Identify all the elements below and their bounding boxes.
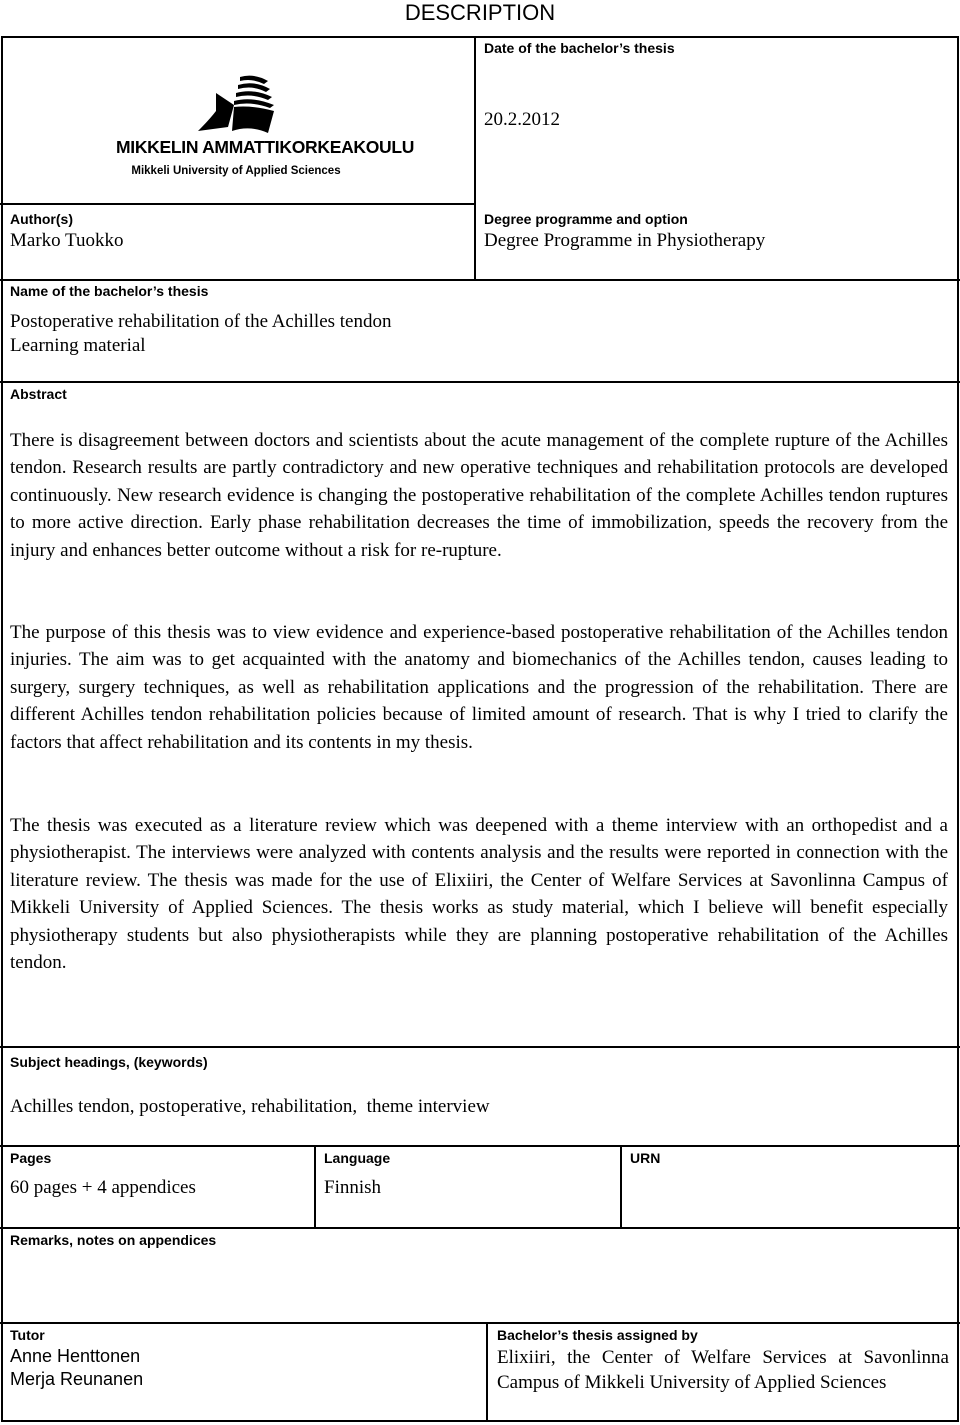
- divider: [0, 1227, 960, 1229]
- author-value: Marko Tuokko: [10, 230, 124, 251]
- keywords-value: Achilles tendon, postoperative, rehabilitation, theme interview: [10, 1096, 490, 1117]
- assigned-by-value: Elixiiri, the Center of Welfare Services at Savonlinna Campus of Mikkeli University of Applied Sciences: [497, 1347, 949, 1393]
- thesis-name-label: Name of the bachelor’s thesis: [10, 283, 209, 299]
- divider: [486, 1322, 488, 1422]
- divider: [314, 1145, 316, 1228]
- keywords-label: Subject headings, (keywords): [10, 1054, 208, 1070]
- divider: [0, 279, 960, 281]
- logo-emblem-icon: [194, 75, 276, 135]
- abstract-label: Abstract: [10, 386, 67, 402]
- divider: [0, 1322, 960, 1324]
- divider: [474, 36, 476, 280]
- assigned-by-label: Bachelor’s thesis assigned by: [497, 1327, 698, 1343]
- divider: [620, 1145, 622, 1228]
- remarks-label: Remarks, notes on appendices: [10, 1232, 217, 1248]
- author-label: Author(s): [10, 211, 73, 227]
- thesis-name-line2: Learning material: [10, 335, 146, 356]
- language-value: Finnish: [324, 1177, 382, 1198]
- urn-label: URN: [630, 1150, 661, 1166]
- language-label: Language: [324, 1150, 391, 1166]
- thesis-name-line1: Postoperative rehabilitation of the Achilles tendon: [10, 311, 392, 332]
- tutor-name: Merja Reunanen: [10, 1369, 144, 1389]
- abstract-paragraph-3: The thesis was executed as a literature review which was deepened with a theme interview with an orthopedist and a physiotherapist. The interviews were analyzed with contents analysis and the results were reported in connection with the literature review. The thesis was made for the use of Elixiiri, the Center of Welfare Services at Savonlinna Campus of Mikkeli University of Applied Sciences. The thesis works as study material, which I believe will benefit especially physiotherapy students but also physiotherapists while they are planning postoperative rehabilitation of the Achilles tendon.: [10, 815, 948, 974]
- tutor-name: Anne Henttonen: [10, 1346, 141, 1366]
- divider: [0, 203, 475, 205]
- abstract-paragraph-1: There is disagreement between doctors and scientists about the acute management of the complete rupture of the Achilles tendon. Research results are partly contradictory and new operative techniques and rehabilitation protocols are developed continuously. New research evidence is changing the postoperative rehabilitation of the complete Achilles tendon ruptures to more active direction. Early phase rehabilitation decreases the time of immobilization, speeds the recovery from the injury and enhances better outcome without a risk for re-rupture.: [10, 430, 948, 561]
- page-title: DESCRIPTION: [404, 0, 556, 25]
- divider: [0, 1145, 960, 1147]
- logo-name: MIKKELIN AMMATTIKORKEAKOULU: [116, 137, 415, 157]
- degree-label: Degree programme and option: [484, 211, 688, 227]
- degree-value: Degree Programme in Physiotherapy: [484, 230, 766, 251]
- university-logo: [116, 75, 415, 185]
- divider: [0, 1046, 960, 1048]
- abstract-paragraph-2: The purpose of this thesis was to view evidence and experience-based postoperative rehabilitation of the Achilles tendon injuries. The aim was to get acquainted with the anatomy and biomechanics of the Achilles tendon, causes leading to surgery, surgery techniques, as well as rehabilitation applications and the progression of the rehabilitation. There are different Achilles tendon rehabilitation policies because of limited amount of research. That is why I tried to clarify the factors that affect rehabilitation and its contents in my thesis.: [10, 622, 948, 753]
- divider: [0, 381, 960, 383]
- logo-subtitle: Mikkeli University of Applied Sciences: [131, 165, 341, 177]
- pages-label: Pages: [10, 1150, 52, 1166]
- date-label: Date of the bachelor’s thesis: [484, 40, 675, 56]
- pages-value: 60 pages + 4 appendices: [10, 1177, 196, 1198]
- tutor-label: Tutor: [10, 1327, 45, 1343]
- date-value: 20.2.2012: [484, 109, 560, 130]
